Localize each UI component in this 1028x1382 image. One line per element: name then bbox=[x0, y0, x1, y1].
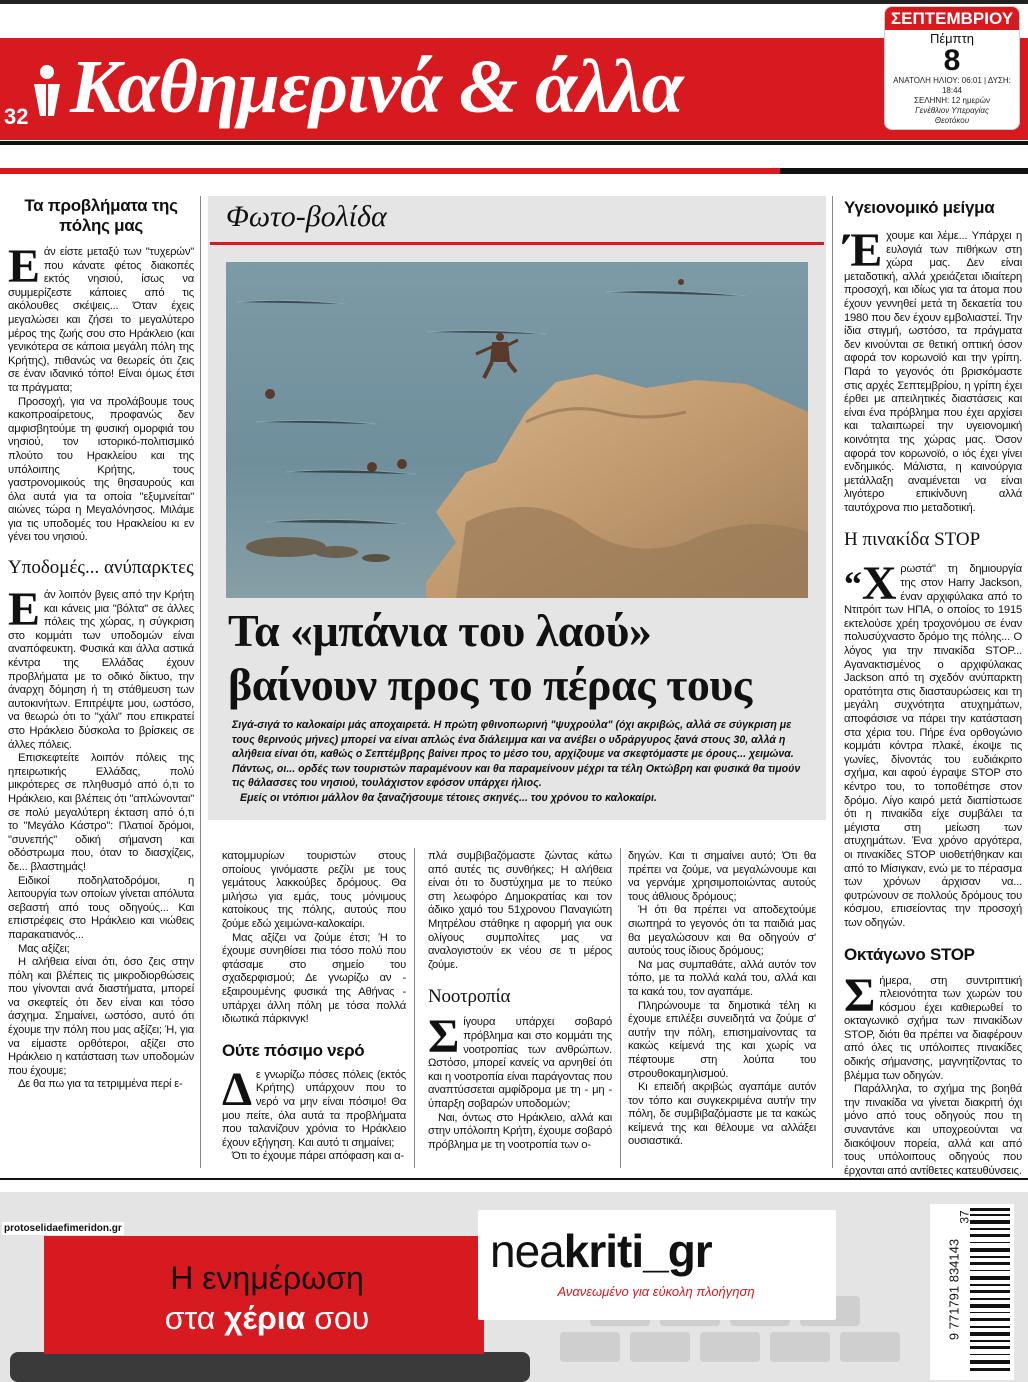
ad-line-2 bbox=[72, 1300, 462, 1337]
logo-part-bold: _gr bbox=[643, 1225, 712, 1277]
paragraph: Ή ότι θα πρέπει να αποδεχτούμε σιωπηρά το γεγονός ότι τα παιδιά μας θα μεγαλώσουν και θα οδηγούν σ' αυτούς τους ίδιους δρόμους; bbox=[628, 904, 816, 958]
mid-column-1 bbox=[222, 850, 406, 1164]
ad-rule bbox=[0, 1178, 1028, 1180]
header-rule bbox=[0, 141, 1028, 145]
date-box bbox=[884, 6, 1020, 130]
article-octagon bbox=[844, 968, 1022, 1179]
heading-octagon: Οκτάγωνο STOP bbox=[844, 944, 975, 964]
article-stop-sign bbox=[844, 557, 1022, 930]
drop-cap: Ε bbox=[8, 240, 40, 293]
date-saint-1: Γενέθλιον Υπεραγίας bbox=[915, 106, 989, 115]
date-weekday: Πέμπτη bbox=[929, 31, 974, 46]
lede-text: Σιγά-σιγά το καλοκαίρι μάς αποχαιρετά. Η πρώτη φθινοπωρινή "ψυχρούλα" (όχι ακριβώς, αλλά σε σύγκριση με τους θερινούς μήνες) μπορεί να είναι απλώς ένα διάλειμμα και να ανέβει ο υδράργυρος ξανά στους 30, αλλά η αλήθεια είναι ότι, καθώς ο Σεπτέμβρης βαίνει προς το μέσο του, αρχίζουμε να σκεφτόμαστε με όρους... χειμώνα. Πάντως, οι... ορδές των τουριστών παραμένουν και θα παραμείνουν μέχρι τα τέλη Οκτώβρη και φυσικά θα τιμούν τις θάλασσες του νησιού, τουλάχιστον εφόσον υπάρχει ήλιος. bbox=[232, 719, 801, 789]
paragraph: Παράλληλα, το σχήμα της βοηθά την πινακίδα να γίνεται διακριτή όχι μόνο από τους οδηγούς που τη συναντάνε και υποχρεούνται να διακόψουν πορεία, αλλά και από τους υπόλοιπους οδηγούς που έρχονται από αντίθετες κατευθύνσεις. bbox=[844, 1083, 1022, 1177]
ad-tagline: Ανανεωμένο για εύκολη πλοήγηση bbox=[557, 1284, 755, 1299]
paragraph: Πληρώνουμε τα δημοτικά τέλη κι έχουμε επιλέξει συνειδητά να ζούμε σ' αυτήν την πόλη, επισημαίνοντας τα κακώς κείμενά της και χωρίς να πέφτουμε στη λούπα του στρουθοκαμηλισμού. bbox=[628, 999, 816, 1080]
drop-cap: Ε bbox=[8, 583, 40, 637]
paragraph: κατομμυρίων τουριστών στους οποίους γινόμαστε ρεζίλι με τους γεμάτους λακκούβες δρόμους. Θα μιλήσω για εμάς, τους μόνιμους κατοίκους της πόλης, αυτούς που ζούμε εδώ χειμώνα-καλοκαίρι. bbox=[222, 850, 406, 930]
paragraph: Μας αξίζει να ζούμε έτσι; Ή το έχουμε συνηθίσει πια τόσο πολύ που φτάσαμε στο σημείο του σχαδερφισμού; Δε γνωρίζω αν - εξαιρουμένης φυσικά της Αθήνας - υπάρχει άλλη πόλη με τόσα πολλά ιδιωτικά πάρκινγκ! bbox=[222, 931, 406, 1026]
feature-label-rule bbox=[210, 242, 824, 245]
drop-cap: Δ bbox=[222, 1062, 252, 1116]
feature-lede bbox=[232, 718, 808, 805]
paragraph: Επισκεφτείτε λοιπόν πόλεις της ηπειρωτικής Ελλάδας, πολύ μικρότερες σε πληθυσμό από ό,τι το Ηράκλειο, και βλέπεις ότι "απλώνονται" σε πολύ μεγαλύτερη έκταση από ό,τι το "Μεγάλο Κάστρο": Πλατιοί δρόμοι, "συνεπής" οδική σήμανση και οδόστρωμα που, όταν το διασχίζεις, δε... βλαστημάς! bbox=[8, 752, 194, 873]
paragraph: δηγών. Και τι σημαίνει αυτό; Ότι θα πρέπει να ζούμε, να μεγαλώνουμε και να γερνάμε χρησιμοποιώντας αυτούς τους άθλιους δρόμους; bbox=[628, 850, 816, 903]
paragraph: Ναι, όντως στο Ηράκλειο, αλλά και στην υπόλοιπη Κρήτη, έχουμε σοβαρό πρόβλημα με τη νοοτροπία των ο- bbox=[428, 1111, 612, 1151]
paragraph: Ειδικοί ποδηλατοδρόμοι, η λειτουργία των οποίων γίνεται απόλυτα σεβαστή από τους οδηγούς... Και επιστρέφεις στο Ηράκλειο και νιώθεις παρακατιανός... bbox=[8, 874, 194, 941]
section-rule-red bbox=[0, 168, 780, 174]
masthead-title: Καθημερινά & άλλα bbox=[70, 45, 683, 129]
quote-mark: “ bbox=[844, 564, 862, 605]
column-rule bbox=[200, 196, 201, 1168]
feature-label: Φωτο-βολίδα bbox=[226, 200, 387, 233]
ad-text-bold: χέρια bbox=[224, 1300, 306, 1336]
paragraph: άν λοιπόν βγεις από την Κρήτη και κάνεις μια "βόλτα" σε άλλες πόλεις της χώρας, η σύγκριση στο κομμάτι των υποδομών είναι αναπόφευκτη. Φυσικά και άλλα αστικά κέντρα της Ελλάδας έχουν προβλήματα με το οδικό δίκτυο, την άναρχη δόμηση ή τη στάθμευση των αυτοκινήτων. Επιτρέψτε μου, ωστόσο, να θεωρώ ότι το "χάλι" που επικρατεί στο Ηράκλειο δύσκολα το βρίσκεις σε άλλες πόλεις. bbox=[8, 589, 194, 751]
page-number: 32 bbox=[4, 104, 29, 129]
ad-text: στα bbox=[164, 1300, 225, 1336]
column-rule bbox=[414, 848, 415, 1168]
date-sun: ΑΝΑΤΟΛΗ ΗΛΙΟΥ: 06:01 | ΔΥΣΗ: 18:44 bbox=[893, 76, 1011, 95]
left-column bbox=[8, 196, 194, 1092]
paragraph: Μας αξίζει; bbox=[18, 942, 70, 955]
quill-logo-icon bbox=[30, 62, 64, 122]
heading-mentality: Νοοτροπία bbox=[428, 986, 511, 1008]
drop-cap: Έ bbox=[844, 224, 883, 277]
headline-line: Τα «μπάνια του λαού» bbox=[228, 605, 652, 656]
barcode bbox=[930, 1204, 1014, 1380]
paragraph: ίγουρα υπάρχει σοβαρό πρόβλημα και στο κομμάτι της νοοτροπίας των ανθρώπων. Ωστόσο, μπορεί κανείς να αρνηθεί ότι και η νοοτροπία είναι παράγοντας που αναπτύσσεται αμφίδρομα με τη - μη - ύπαρξη σοβαρών υποδομών; bbox=[428, 1016, 612, 1110]
drop-cap: Χ bbox=[861, 557, 897, 611]
article-infrastructure bbox=[8, 583, 194, 1092]
column-rule bbox=[620, 848, 621, 1168]
feature-headline bbox=[228, 604, 808, 712]
paragraph: Ότι το έχουμε πάρει απόφαση και α- bbox=[232, 1150, 404, 1163]
logo-part-bold: kriti bbox=[563, 1225, 644, 1277]
lede-text: Εμείς οι ντόπιοι μάλλον θα ξαναζήσουμε τέτοιες σκηνές... του χρόνου το καλοκαίρι. bbox=[240, 791, 657, 804]
paragraph: χουμε και λέμε... Υπάρχει η ευλογιά των πιθήκων στη χώρα μας. Δεν είναι μεταδοτική, αλλά χρειάζεται ιδιαίτερη προσοχή, και ιδίως για τα άτομα που έχουν γεννηθεί μετά τη δεκαετία του 1980 που δεν έχουν εμβολιαστεί. Την ίδια στιγμή, ωστόσο, τα πράγματα δεν κινούνται σε θετική οπτική όσον αφορά τον κορωνοϊό και την γρίπη. Παρά το γεγονός ότι βρισκόμαστε στις αρχές Σεπτεμβρίου, η γρίπη έχει έρθει με απειλητικές διαστάσεις και είναι ένα πρόβλημα που έχει αρχίσει και ταλαιπωρεί την υγειονομική κοινότητα της χώρας μας. Όσον αφορά τον κορωνοϊό, ο ιός έχει γίνει ενδημικός. Μάλιστα, η καινούργια μετάλλαξη αναμένεται να είναι λιγότερο επικίνδυνη αλλά ταυτόχρονα πιο μεταδοτική. bbox=[844, 230, 1022, 514]
mid-column-3 bbox=[628, 850, 816, 1149]
beach-photo bbox=[226, 262, 808, 598]
mid-column-2 bbox=[428, 850, 612, 1152]
date-month: ΣΕΠΤΕΜΒΡΙΟΥ bbox=[885, 7, 1019, 30]
column-rule bbox=[832, 196, 833, 1168]
paragraph: ε γνωρίζω πόσες πόλεις (εκτός Κρήτης) υπάρχουν που το νερό να μην είναι πόσιμο! Θα μου πείτε, όλα αυτά τα προβλήματα που ταλανίζουν χρόνια το Ηράκλειο έχουν εξήγηση. Και αυτό τι σημαίνει; bbox=[222, 1068, 406, 1149]
right-column bbox=[844, 196, 1022, 1178]
ad-source-url: protoselidaefimeridon.gr bbox=[4, 1223, 122, 1234]
paragraph: πλά συμβιβαζόμαστε ζώντας κάτω από αυτές τις συνθήκες; Η αλήθεια είναι ότι το δυστύχημα με το πεύκο στη λεωφόρο Δημοκρατίας και τον άδικο χαμό του 51χρονου Παναγιώτη Μητρέλου στάθηκε η αφορμή για ουκ ολίγους συμπολίτες μας να αναλογιστούν εκ νέου σε τι μέρος ζούμε. bbox=[428, 850, 612, 971]
neakriti-logo[interactable] bbox=[490, 1224, 712, 1278]
drop-cap: Σ bbox=[428, 1010, 460, 1064]
article-problems bbox=[8, 240, 194, 545]
heading-water: Ούτε πόσιμο νερό bbox=[222, 1040, 365, 1060]
paragraph: Να μας συμπαθάτε, αλλά αυτόν τον τόπο, με τα πολλά καλά του, αλλά και τα κακά του, τον αγαπάμε. bbox=[628, 958, 816, 998]
heading-health: Υγειονομικό μείγμα bbox=[844, 198, 995, 217]
paragraph: ρωστά" τη δημιουργία της στον Harry Jackson, έναν αρχιφύλακα από το Ντιτρόιτ των ΗΠΑ, ο οποίος το 1915 εκτελούσε χρέη τροχονόμου σε έναν πολυσύχναστο δρόμο της πόλης... Ο λόγος για την πινακίδα STOP... Αγανακτισμένος ο αρχιφύλακας Jackson από τη σχεδόν ανύπαρκτη ορατότητα στις διασταυρώσεις και τη μεγάλη συχνότητα ατυχημάτων, αποφάσισε να πάρει την κατάσταση στα χέρια του. Πήρε ένα ορθογώνιο κομμάτι κόντρα πλακέ, έκοψε τις γωνίες, δίνοντάς του ευδιάκριτο σχήμα, και αφού έγραψε STOP στο κέντρο του, το τοποθέτησε στον δρόμο. Λίγο καιρό μετά διαπίστωσε ότι η πινακίδα είχε συμβάλει τα μέγιστα στη μείωση των ατυχημάτων. Ένα χρόνο αργότερα, οι πινακίδες STOP υιοθετήθηκαν και από το Μίσιγκαν, ενώ με το πέρασμα των χρόνων άρχισαν να... φυτρώνουν σε πολλούς δρόμους του κόσμου, επισείοντας την προσοχή των οδηγών. bbox=[844, 563, 1022, 929]
paragraph: Η αλήθεια είναι ότι, όσο ζεις στην πόλη και βλέπεις τις μικροδιορθώσεις που γίνονται ανά διαστήματα, μπορεί να σκεφτείς ότι δεν είναι και τόσο άσχημα. Σημαίνει, ωστόσο, αυτό ότι έχουμε την πόλη που μας αξίζει; Ή, για να είμαστε ορθότεροι, αξίζει στο Ηράκλειο η κατάσταση των υποδομών που έχουμε; bbox=[8, 956, 194, 1077]
heading-stop-sign: Η πινακίδα STOP bbox=[844, 529, 981, 551]
drop-cap: Σ bbox=[844, 968, 876, 1022]
heading-problems: Τα προβλήματα της πόλης μας bbox=[24, 196, 178, 235]
heading-infrastructure: Υποδομές... ανύπαρκτες bbox=[8, 557, 194, 579]
date-saint-2: Θεοτόκου bbox=[934, 116, 970, 125]
ad-line-1: Η ενημέρωση bbox=[170, 1260, 364, 1296]
paragraph: ήμερα, στη συντριπτική πλειονότητα των χωρών του κόσμου έχει καθιερωθεί το οκταγωνικό σχήμα των πινακίδων STOP, διότι θα πρέπει να διαφέρουν από όλες τις υπόλοιπες πινακίδες οδικής σήμανσης, μαγνητίζοντας το βλέμμα των οδηγών. bbox=[844, 974, 1022, 1082]
barcode-issue: 37 bbox=[957, 1210, 972, 1224]
barcode-digits: 9 771791 834143 bbox=[946, 1238, 962, 1341]
barcode-bars bbox=[930, 1204, 1014, 1380]
date-day: 8 bbox=[943, 44, 961, 77]
headline-line: βαίνουν προς το πέρας τους bbox=[228, 659, 752, 710]
paragraph: άν είστε μεταξύ των "τυχερών" που κάνατε φέτος διακοπές εκτός νησιού, ίσως να συμμερίζεστε κάποιες από τις ακόλουθες σκέψεις... Όταν έχεις μεγαλώσει και ζήσει το μεγαλύτερο μέρος της ζωής σου στο Ηράκλειο (και γενικότερα σε κάποια μεγάλη πόλη της Κρήτης), πιθανώς να θεωρείς ότι ζεις σε έναν ιδανικό τόπο! Είναι όμως έτσι τα πράγματα; bbox=[8, 246, 194, 394]
date-moon: ΣΕΛΗΝΗ: 12 ημερών bbox=[914, 96, 990, 105]
paragraph: Κι επειδή ακριβώς αγαπάμε αυτόν τον τόπο και συγκεκριμένα αυτήν την πόλη, δε συμβιβαζόμαστε με τα κακώς κείμενά της και θέλουμε να αλλάξει ουσιαστικά. bbox=[628, 1081, 816, 1148]
ad-text: σου bbox=[305, 1300, 370, 1336]
top-rule bbox=[0, 0, 1028, 4]
article-health bbox=[844, 224, 1022, 515]
paragraph: Προσοχή, για να προλάβουμε τους κακοπροαίρετους, προφανώς δεν αμφισβητούμε τη φυσική ομορφιά του νησιού, τον ιστορικό-πολιτισμικό πλούτο του Ηρακλείου και της υπόλοιπης Κρήτης, τους γαστρονομικούς της θησαυρούς και όλα αυτά για τα οποία "εξυμνείται" αιώνες τώρα η Μεγαλόνησος. Μιλάμε για τις υποδομές του Ηρακλείου κι εν γένει του νησιού. bbox=[8, 395, 194, 544]
paragraph: Δε θα πω για τα τετριμμένα περί ε- bbox=[18, 1078, 183, 1091]
logo-part: nea bbox=[490, 1225, 564, 1277]
